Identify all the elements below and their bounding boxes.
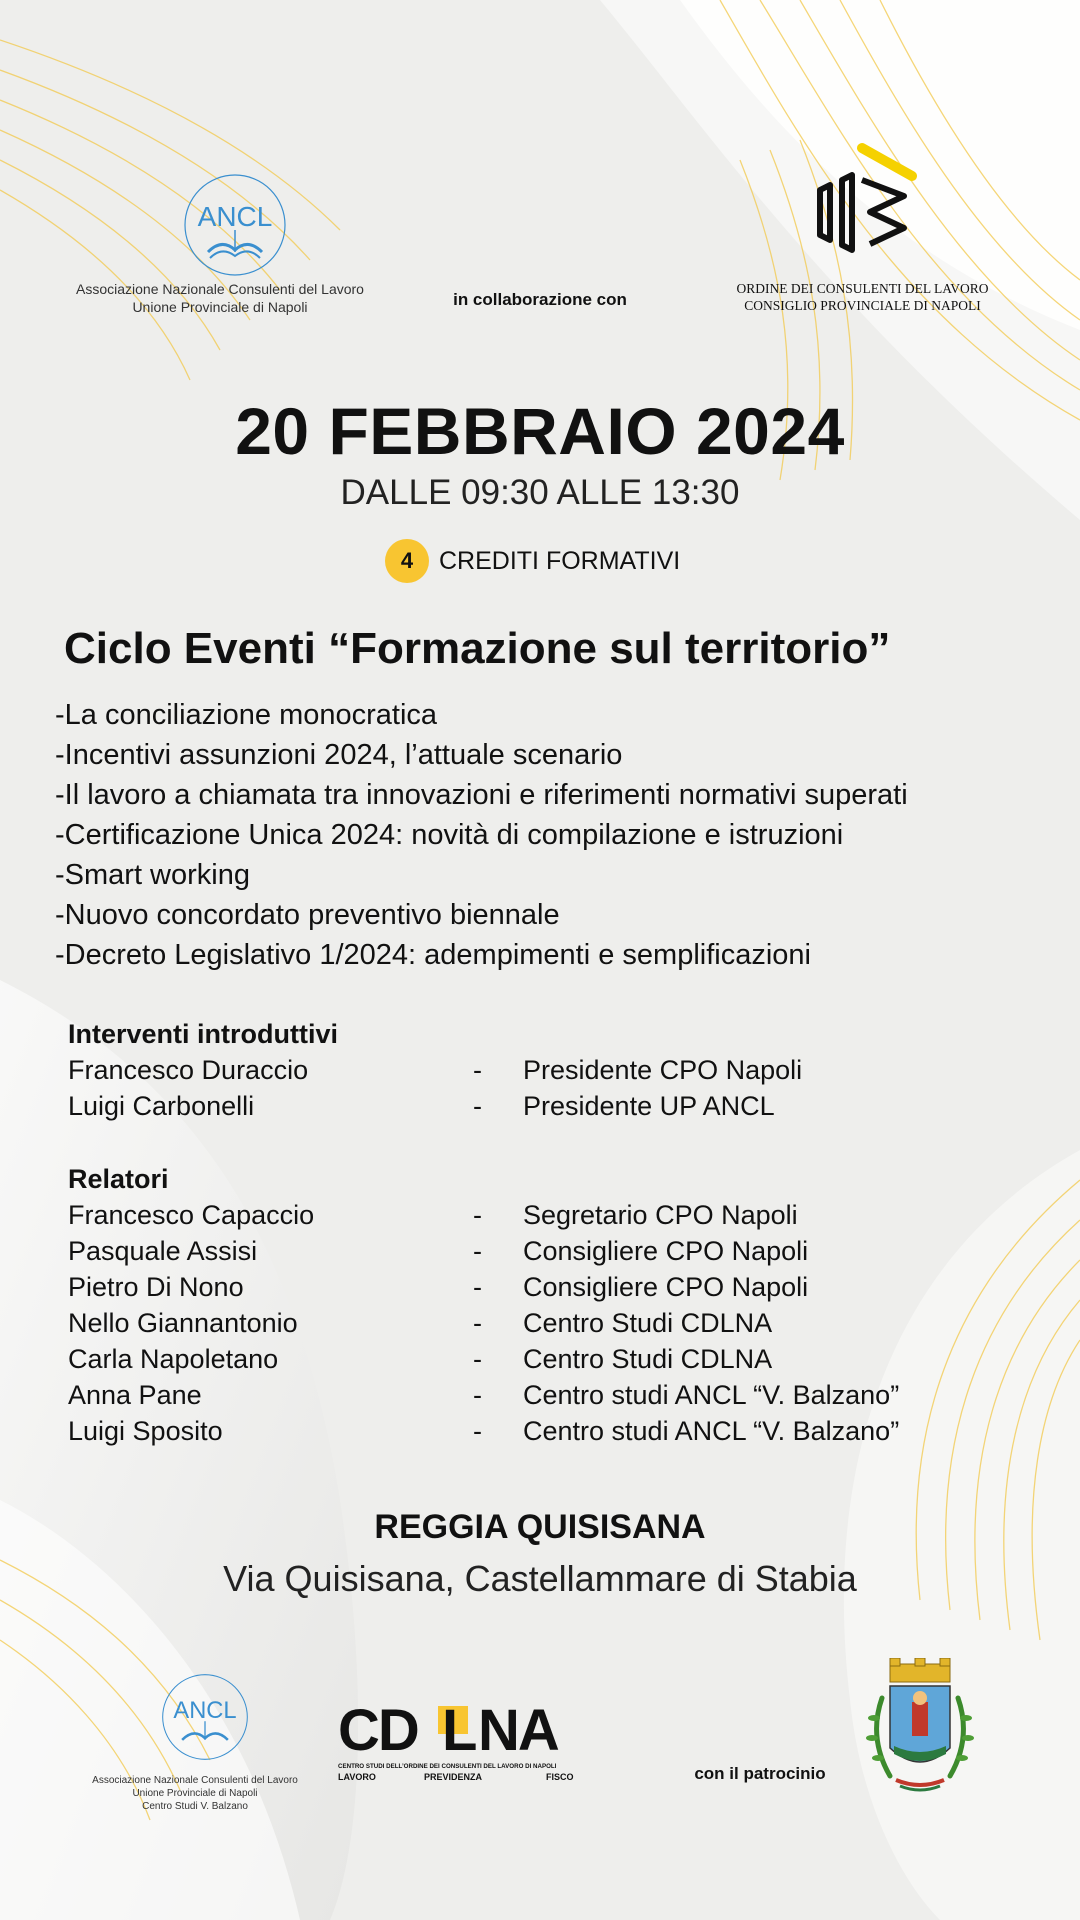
person-name: Luigi Carbonelli xyxy=(68,1091,255,1121)
venue-name: REGGIA QUISISANA xyxy=(374,1508,706,1546)
person-name: Pietro Di Nono xyxy=(68,1272,244,1302)
person-role: Centro studi ANCL “V. Balzano” xyxy=(523,1416,900,1446)
person-name: Luigi Sposito xyxy=(68,1416,223,1446)
event-date: 20 FEBBRAIO 2024 xyxy=(235,394,845,468)
person-name: Nello Giannantonio xyxy=(68,1308,298,1338)
speaker-row xyxy=(68,1413,968,1449)
speaker-row xyxy=(68,1341,968,1377)
person-name: Francesco Capaccio xyxy=(68,1200,315,1230)
separator-dash: - xyxy=(473,1416,482,1446)
topic-item: -Smart working xyxy=(55,859,250,891)
topic-item: -La conciliazione monocratica xyxy=(55,699,438,731)
topic-item: -Incentivi assunzioni 2024, l’attuale scenario xyxy=(55,739,623,771)
venue-address: Via Quisisana, Castellammare di Stabia xyxy=(223,1558,857,1599)
topics-list xyxy=(55,695,1055,975)
svg-text:ANCL: ANCL xyxy=(197,201,273,232)
svg-text:CENTRO STUDI DELL’ORDINE DEI C: CENTRO STUDI DELL’ORDINE DEI CONSULENTI DEL LAVORO DI NAPOLI xyxy=(338,1763,557,1770)
topic-item: -Nuovo concordato preventivo biennale xyxy=(55,899,560,931)
person-role: Presidente CPO Napoli xyxy=(523,1055,803,1085)
city-crest xyxy=(860,1658,980,1818)
svg-text:LAVORO: LAVORO xyxy=(338,1772,376,1782)
separator-dash: - xyxy=(473,1308,482,1338)
svg-text:PREVIDENZA: PREVIDENZA xyxy=(424,1772,483,1782)
collaboration-text: in collaborazione con xyxy=(453,290,627,309)
speaker-row xyxy=(68,1269,968,1305)
topic-item: -Certificazione Unica 2024: novità di compilazione e istruzioni xyxy=(55,819,844,851)
patronage-text: con il patrocinio xyxy=(694,1764,826,1783)
ancl-footer-caption-line3: Centro Studi V. Balzano xyxy=(142,1801,248,1812)
speaker-row xyxy=(68,1233,968,1269)
person-name: Pasquale Assisi xyxy=(68,1236,258,1266)
svg-text:ANCL: ANCL xyxy=(173,1697,237,1724)
topic-item: -Decreto Legislativo 1/2024: adempimenti e semplificazioni xyxy=(55,939,811,971)
separator-dash: - xyxy=(473,1200,482,1230)
speakers-section xyxy=(68,1161,968,1449)
ancl-caption-line1: Associazione Nazionale Consulenti del Lavoro xyxy=(76,281,364,297)
intro-row xyxy=(68,1052,968,1088)
svg-text:CD: CD xyxy=(338,1700,418,1763)
person-name: Carla Napoletano xyxy=(68,1344,279,1374)
separator-dash: - xyxy=(473,1272,482,1302)
person-role: Centro studi ANCL “V. Balzano” xyxy=(523,1380,900,1410)
person-role: Consigliere CPO Napoli xyxy=(523,1272,809,1302)
separator-dash: - xyxy=(473,1236,482,1266)
credits-row xyxy=(385,538,680,584)
person-role: Presidente UP ANCL xyxy=(523,1091,775,1121)
event-time: DALLE 09:30 ALLE 13:30 xyxy=(340,473,740,512)
topic-item: -Il lavoro a chiamata tra innovazioni e riferimenti normativi superati xyxy=(55,779,908,811)
intro-section xyxy=(68,1016,968,1124)
ancl-logo xyxy=(170,160,300,290)
svg-text:L: L xyxy=(442,1700,476,1763)
ordine-caption-line1: ORDINE DEI CONSULENTI DEL LAVORO xyxy=(736,281,989,296)
separator-dash: - xyxy=(473,1055,482,1085)
ordine-caption-line2: CONSIGLIO PROVINCIALE DI NAPOLI xyxy=(744,298,981,313)
ancl-caption xyxy=(60,280,380,316)
cdlna-logo xyxy=(336,1700,586,1790)
svg-text:NA: NA xyxy=(478,1700,558,1763)
intro-row xyxy=(68,1088,968,1124)
separator-dash: - xyxy=(473,1380,482,1410)
cycle-title: Ciclo Eventi “Formazione sul territorio” xyxy=(64,624,891,673)
person-role: Centro Studi CDLNA xyxy=(523,1308,773,1338)
person-role: Centro Studi CDLNA xyxy=(523,1344,773,1374)
ancl-caption-line2: Unione Provinciale di Napoli xyxy=(132,299,308,315)
speaker-row xyxy=(68,1305,968,1341)
separator-dash: - xyxy=(473,1344,482,1374)
credits-label: CREDITI FORMATIVI xyxy=(439,546,681,575)
ancl-footer-caption-line2: Unione Provinciale di Napoli xyxy=(132,1788,258,1799)
ancl-footer-logo xyxy=(150,1662,260,1772)
speaker-row xyxy=(68,1197,968,1233)
intro-heading: Interventi introduttivi xyxy=(68,1019,338,1049)
person-name: Anna Pane xyxy=(68,1380,202,1410)
ordine-logo xyxy=(800,140,930,270)
separator-dash: - xyxy=(473,1091,482,1121)
ordine-caption xyxy=(700,280,1025,314)
svg-text:FISCO: FISCO xyxy=(546,1772,574,1782)
person-role: Consigliere CPO Napoli xyxy=(523,1236,809,1266)
credits-badge: 4 xyxy=(385,539,429,583)
speaker-row xyxy=(68,1377,968,1413)
person-name: Francesco Duraccio xyxy=(68,1055,309,1085)
speakers-heading: Relatori xyxy=(68,1164,169,1194)
ancl-footer-caption-line1: Associazione Nazionale Consulenti del Lavoro xyxy=(92,1775,298,1786)
person-role: Segretario CPO Napoli xyxy=(523,1200,798,1230)
ancl-footer-caption xyxy=(80,1774,310,1813)
